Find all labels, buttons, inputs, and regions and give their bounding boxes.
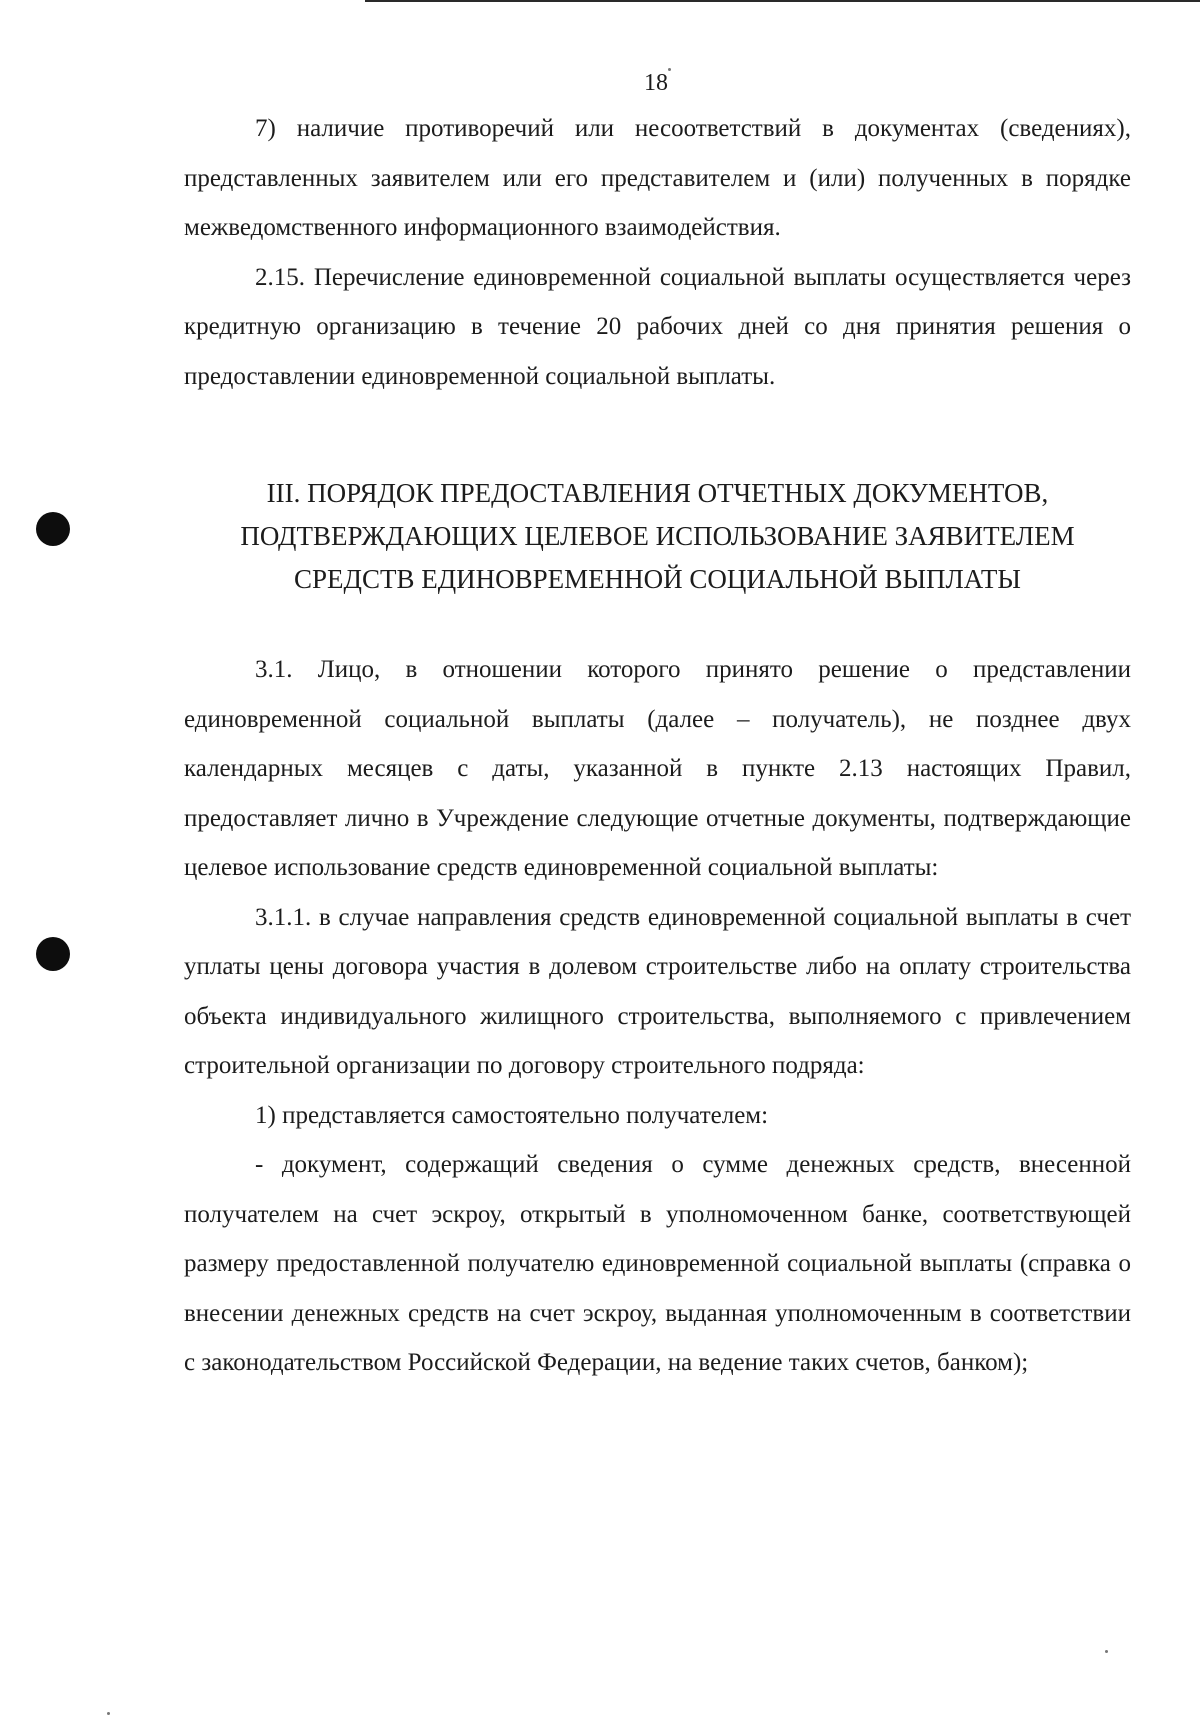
heading-line: СРЕДСТВ ЕДИНОВРЕМЕННОЙ СОЦИАЛЬНОЙ ВЫПЛАТЫ: [294, 564, 1021, 594]
scan-speck: [107, 1712, 110, 1715]
paragraph-escrow-document: - документ, содержащий сведения о сумме денежных средств, внесенной получателем на счет эскроу, открытый в уполномоченном банке, соответствующей размеру предоставленной получателю единовременной социальной выплаты (справка о внесении денежных средств на счет эскроу, выданная уполномоченным в соответствии с законодательством Российской Федерации, на ведение таких счетов, банком);: [184, 1151, 1131, 1376]
page-number: 18: [644, 70, 668, 96]
paragraph-3-1: 3.1. Лицо, в отношении которого принято решение о представлении единовременной социальной выплаты (далее – получатель), не позднее двух календарных месяцев с даты, указанной в пункте 2.13 настоящих Правил, предоставляет лично в Учреждение следующие отчетные документы, подтверждающие целевое использование средств единовременной социальной выплаты:: [184, 656, 1131, 881]
document-body: [184, 104, 1131, 1388]
paragraph-3-1-1: 3.1.1. в случае направления средств единовременной социальной выплаты в счет уплаты цены договора участия в долевом строительстве либо на оплату строительства объекта индивидуального жилищного строительства, выполняемого с привлечением строительной организации по договору строительного подряда:: [184, 903, 1131, 1079]
paragraph-item-7: 7) наличие противоречий или несоответствий в документах (сведениях), представленных заявителем или его представителем и (или) полученных в порядке межведомственного информационного взаимодействия.: [184, 115, 1131, 241]
heading-line: III. ПОРЯДОК ПРЕДОСТАВЛЕНИЯ ОТЧЕТНЫХ ДОКУМЕНТОВ,: [266, 478, 1049, 508]
punch-hole-upper: [36, 512, 70, 546]
heading-line: ПОДТВЕРЖДАЮЩИХ ЦЕЛЕВОЕ ИСПОЛЬЗОВАНИЕ ЗАЯВИТЕЛЕМ: [240, 521, 1075, 551]
scan-speck: [1105, 1650, 1108, 1653]
scan-top-edge: [365, 0, 1200, 2]
section-heading: [184, 472, 1131, 601]
paragraph-sub-1: 1) представляется самостоятельно получателем:: [255, 1101, 769, 1129]
punch-hole-lower: [36, 937, 70, 971]
paragraph-2-15: 2.15. Перечисление единовременной социальной выплаты осуществляется через кредитную организацию в течение 20 рабочих дней со дня принятия решения о предоставлении единовременной социальной выплаты.: [184, 263, 1131, 390]
